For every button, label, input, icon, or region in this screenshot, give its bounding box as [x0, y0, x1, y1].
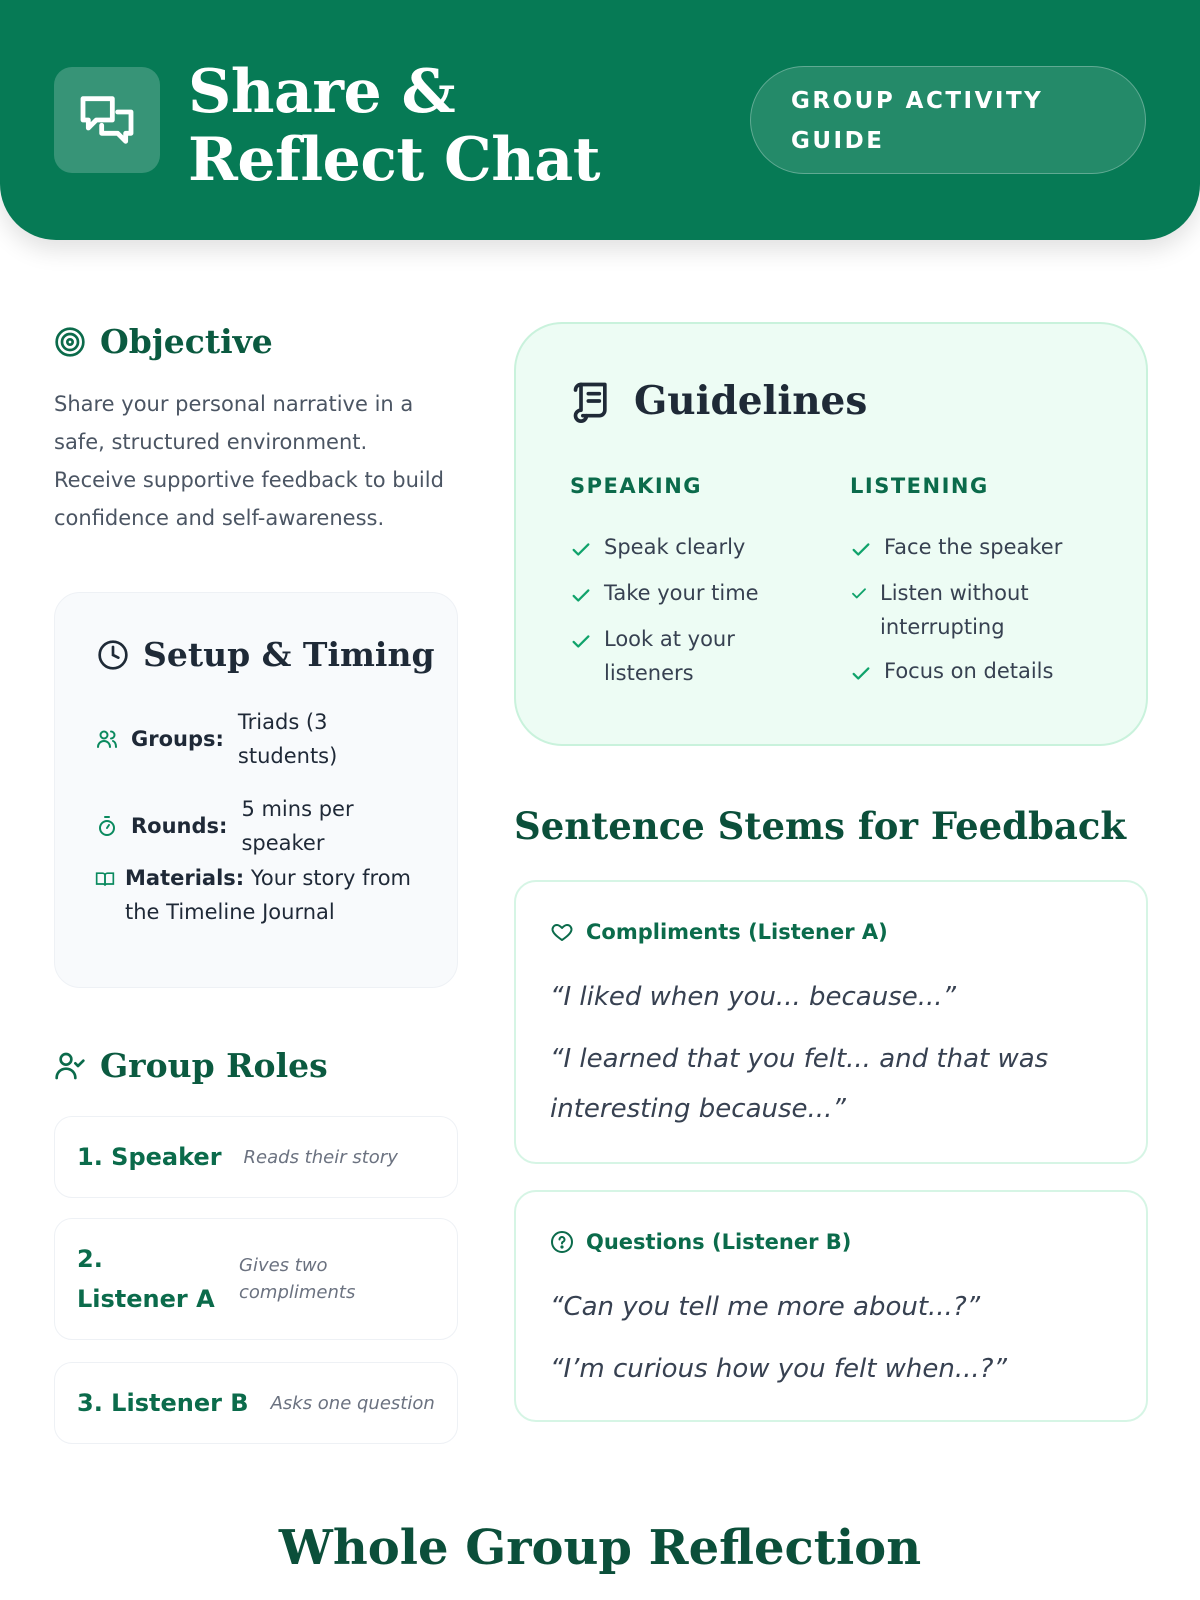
- reflection-heading: Whole Group Reflection: [278, 1520, 922, 1576]
- setup-value: 5 mins per speaker: [241, 797, 354, 855]
- setup-materials-text: [125, 861, 415, 929]
- check-icon: [570, 584, 592, 606]
- setup-row-groups: [95, 705, 348, 773]
- setup-card: [54, 592, 458, 988]
- setup-label: Materials:: [125, 866, 245, 890]
- clock-icon: [97, 639, 129, 671]
- users-icon: [95, 727, 119, 751]
- roles-heading: Group Roles: [54, 1046, 328, 1085]
- guideline-item: Take your time: [570, 576, 759, 610]
- guideline-item: Listen without interrupting: [850, 576, 1070, 644]
- user-check-icon: [54, 1050, 86, 1082]
- header-banner: [0, 0, 1200, 240]
- guidelines-card: [514, 322, 1148, 746]
- role-card-speaker: [54, 1116, 458, 1198]
- role-name: 3. Listener B: [77, 1389, 249, 1417]
- setup-row-materials: [95, 861, 415, 929]
- setup-label: Groups:: [131, 727, 224, 751]
- guideline-item: Face the speaker: [850, 530, 1062, 564]
- check-icon: [850, 662, 872, 684]
- compliments-card: [514, 880, 1148, 1164]
- questions-label: Questions (Listener B): [550, 1230, 851, 1254]
- role-description: Asks one question: [270, 1392, 435, 1414]
- objective-text: Share your personal narrative in a safe, structured environment. Receive supportive feedback to build confidence and self-awareness.: [54, 392, 444, 530]
- setup-label: Rounds:: [131, 814, 228, 838]
- setup-heading: Setup & Timing: [97, 635, 435, 674]
- check-icon: [850, 538, 872, 560]
- check-icon: [570, 538, 592, 560]
- stem-quote: “I learned that you felt... and that was interesting because...”: [550, 1044, 1049, 1124]
- page-title: Share & Reflect Chat: [188, 57, 600, 195]
- role-name: 1. Speaker: [77, 1143, 222, 1171]
- setup-value: Triads (3 students): [237, 710, 338, 768]
- setup-value: Your story from the Timeline Journal: [125, 866, 411, 924]
- stem-quote: “Can you tell me more about...?”: [550, 1292, 981, 1322]
- stem-quote: “I’m curious how you felt when...?”: [550, 1354, 1007, 1384]
- book-icon: [95, 869, 115, 889]
- activity-guide-badge: GROUP ACTIVITY GUIDE: [750, 66, 1146, 174]
- question-circle-icon: [550, 1230, 574, 1254]
- role-description: Gives two compliments: [239, 1255, 356, 1303]
- speaking-label: SPEAKING: [570, 474, 703, 498]
- role-card-listener-b: [54, 1362, 458, 1444]
- listening-label: LISTENING: [850, 474, 989, 498]
- questions-card: [514, 1190, 1148, 1422]
- stem-quote: “I liked when you... because...”: [550, 982, 956, 1012]
- chat-bubbles-icon: [75, 88, 139, 152]
- objective-heading: Objective: [54, 322, 273, 361]
- heart-icon: [550, 920, 574, 944]
- guideline-item: Focus on details: [850, 654, 1053, 688]
- role-name: 2. Listener A: [77, 1245, 215, 1313]
- role-card-listener-a: [54, 1218, 458, 1340]
- role-description: Reads their story: [243, 1146, 398, 1168]
- guideline-item: Look at your listeners: [570, 622, 744, 690]
- compliments-label: Compliments (Listener A): [550, 920, 888, 944]
- logo: [54, 67, 160, 173]
- target-icon: [54, 326, 86, 358]
- check-icon: [570, 630, 592, 652]
- timer-icon: [95, 814, 119, 838]
- stems-heading: Sentence Stems for Feedback: [514, 804, 1127, 848]
- check-icon: [850, 584, 868, 602]
- scroll-icon: [570, 379, 614, 423]
- guideline-item: Speak clearly: [570, 530, 745, 564]
- guidelines-heading: Guidelines: [570, 378, 867, 424]
- setup-row-rounds: [95, 792, 371, 860]
